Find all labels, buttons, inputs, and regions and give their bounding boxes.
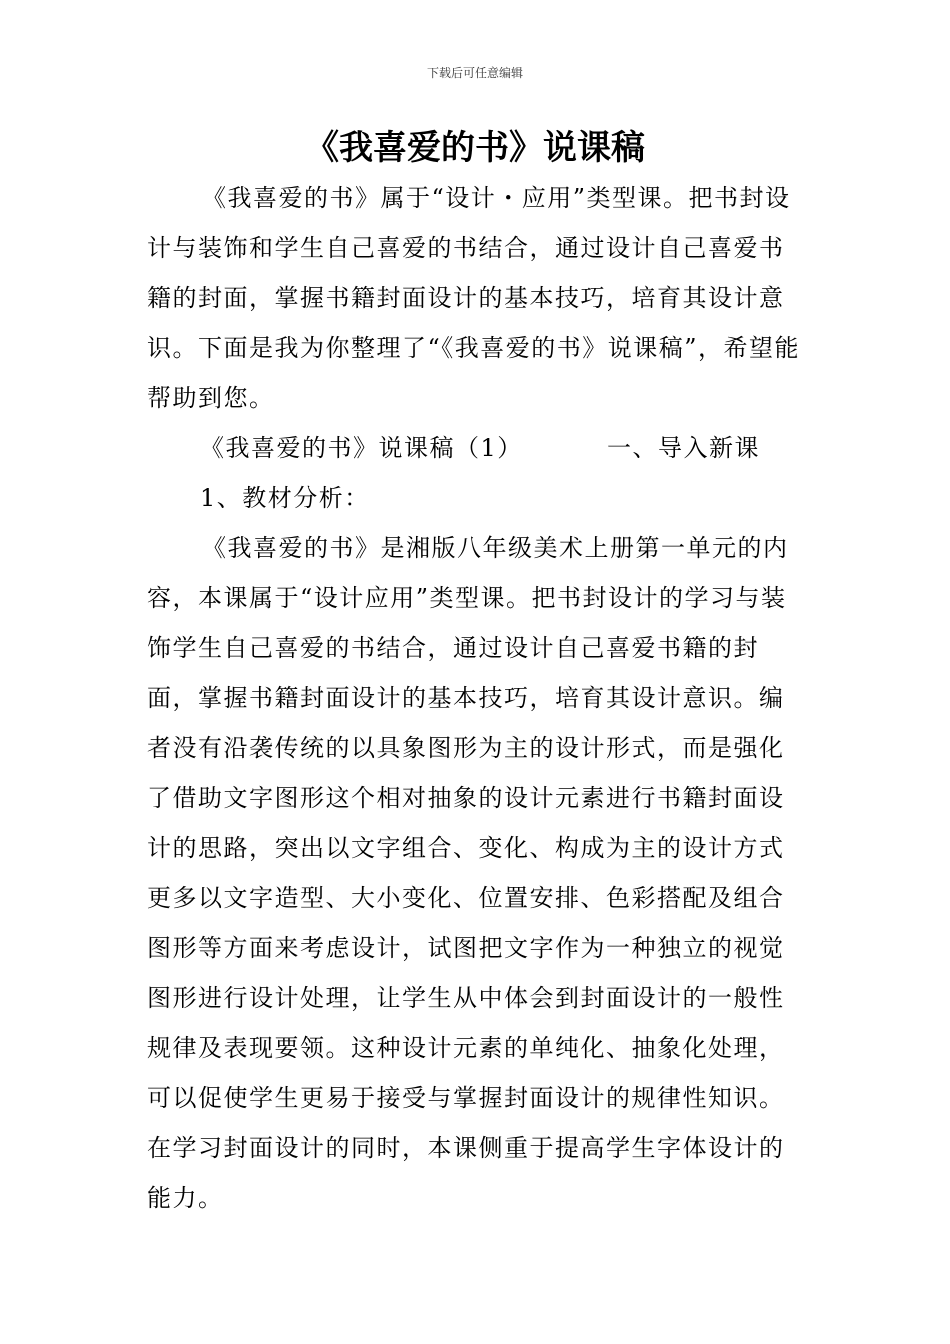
section-heading-title: 《我喜爱的书》说课稿（1） — [200, 434, 523, 462]
intro-paragraph: 《我喜爱的书》属于“设计・应用”类型课。把书封设计与装饰和学生自己喜爱的书结合，通过设计自己喜爱书籍的封面，掌握书籍封面设计的基本技巧，培育其设计意识。下面是我为你整理了“《我喜爱的书》说课稿”，希望能帮助到您。 — [147, 184, 801, 412]
section-heading-row — [200, 423, 860, 473]
page-title: 《我喜爱的书》说课稿 — [305, 128, 645, 168]
subheading-analysis: 1、教材分析： — [200, 484, 370, 512]
section-heading-part: 一、导入新课 — [607, 434, 760, 462]
header-note: 下载后可任意编辑 — [426, 66, 523, 80]
analysis-paragraph: 《我喜爱的书》是湘版八年级美术上册第一单元的内容，本课属于“设计应用”类型课。把书封设计的学习与装饰学生自己喜爱的书结合，通过设计自己喜爱书籍的封面，掌握书籍封面设计的基本技巧，培育其设计意识。编者没有沿袭传统的以具象图形为主的设计形式，而是强化了借助文字图形这个相对抽象的设计元素进行书籍封面设计的思路，突出以文字组合、变化、构成为主的设计方式更多以文字造型、大小变化、位置安排、色彩搭配及组合图形等方面来考虑设计，试图把文字作为一种独立的视觉图形进行设计处理，让学生从中体会到封面设计的一般性规律及表现要领。这种设计元素的单纯化、抽象化处理，可以促使学生更易于接受与掌握封面设计的规律性知识。在学习封面设计的同时，本课侧重于提高学生字体设计的能力。 — [147, 534, 789, 1212]
